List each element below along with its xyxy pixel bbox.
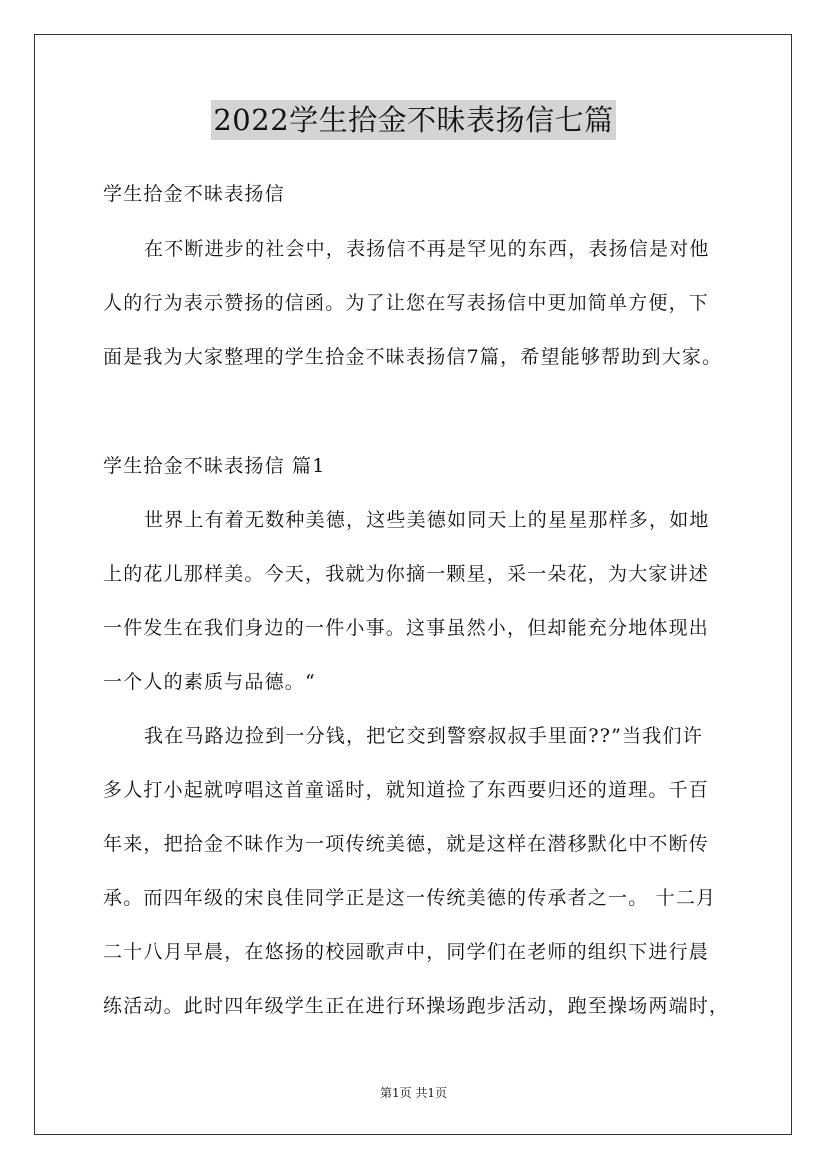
paragraph-line: 二十八月早晨，在悠扬的校园歌声中，同学们在老师的组织下进行晨 xyxy=(103,941,710,963)
intro-line: 在不断进步的社会中，表扬信不再是罕见的东西，表扬信是对他 xyxy=(144,238,710,260)
paragraph-line: 一件发生在我们身边的一件小事。这事虽然小，但却能充分地体现出 xyxy=(103,617,710,639)
document-title: 2022学生拾金不昧表扬信七篇 xyxy=(211,100,615,140)
intro-line: 面是我为大家整理的学生拾金不昧表扬信7篇，希望能够帮助到大家。 xyxy=(103,346,723,368)
paragraph-line: 多人打小起就哼唱这首童谣时，就知道捡了东西要归还的道理。千百 xyxy=(103,779,710,801)
paragraph-line: 上的花儿那样美。今天，我就为你摘一颗星，采一朵花，为大家讲述 xyxy=(103,563,710,585)
page-number-footer: 第1页 共1页 xyxy=(379,1086,448,1100)
paragraph-line: 我在马路边捡到一分钱，把它交到警察叔叔手里面??”当我们许 xyxy=(144,725,703,747)
paragraph-line: 世界上有着无数种美德，这些美德如同天上的星星那样多，如地 xyxy=(144,509,710,531)
title-container xyxy=(0,100,827,140)
paragraph-line: 年来，把拾金不昧作为一项传统美德，就是这样在潜移默化中不断传 xyxy=(103,833,710,855)
paragraph-line: 承。而四年级的宋良佳同学正是这一传统美德的传承者之一。 十二月 xyxy=(103,887,717,909)
intro-line: 人的行为表示赞扬的信函。为了让您在写表扬信中更加简单方便，下 xyxy=(103,292,710,314)
section-heading: 学生拾金不昧表扬信 篇1 xyxy=(103,455,326,477)
intro-heading: 学生拾金不昧表扬信 xyxy=(103,183,285,205)
paragraph-line: 一个人的素质与品德。“ xyxy=(103,671,316,693)
paragraph-line: 练活动。此时四年级学生正在进行环操场跑步活动，跑至操场两端时， xyxy=(103,995,730,1017)
